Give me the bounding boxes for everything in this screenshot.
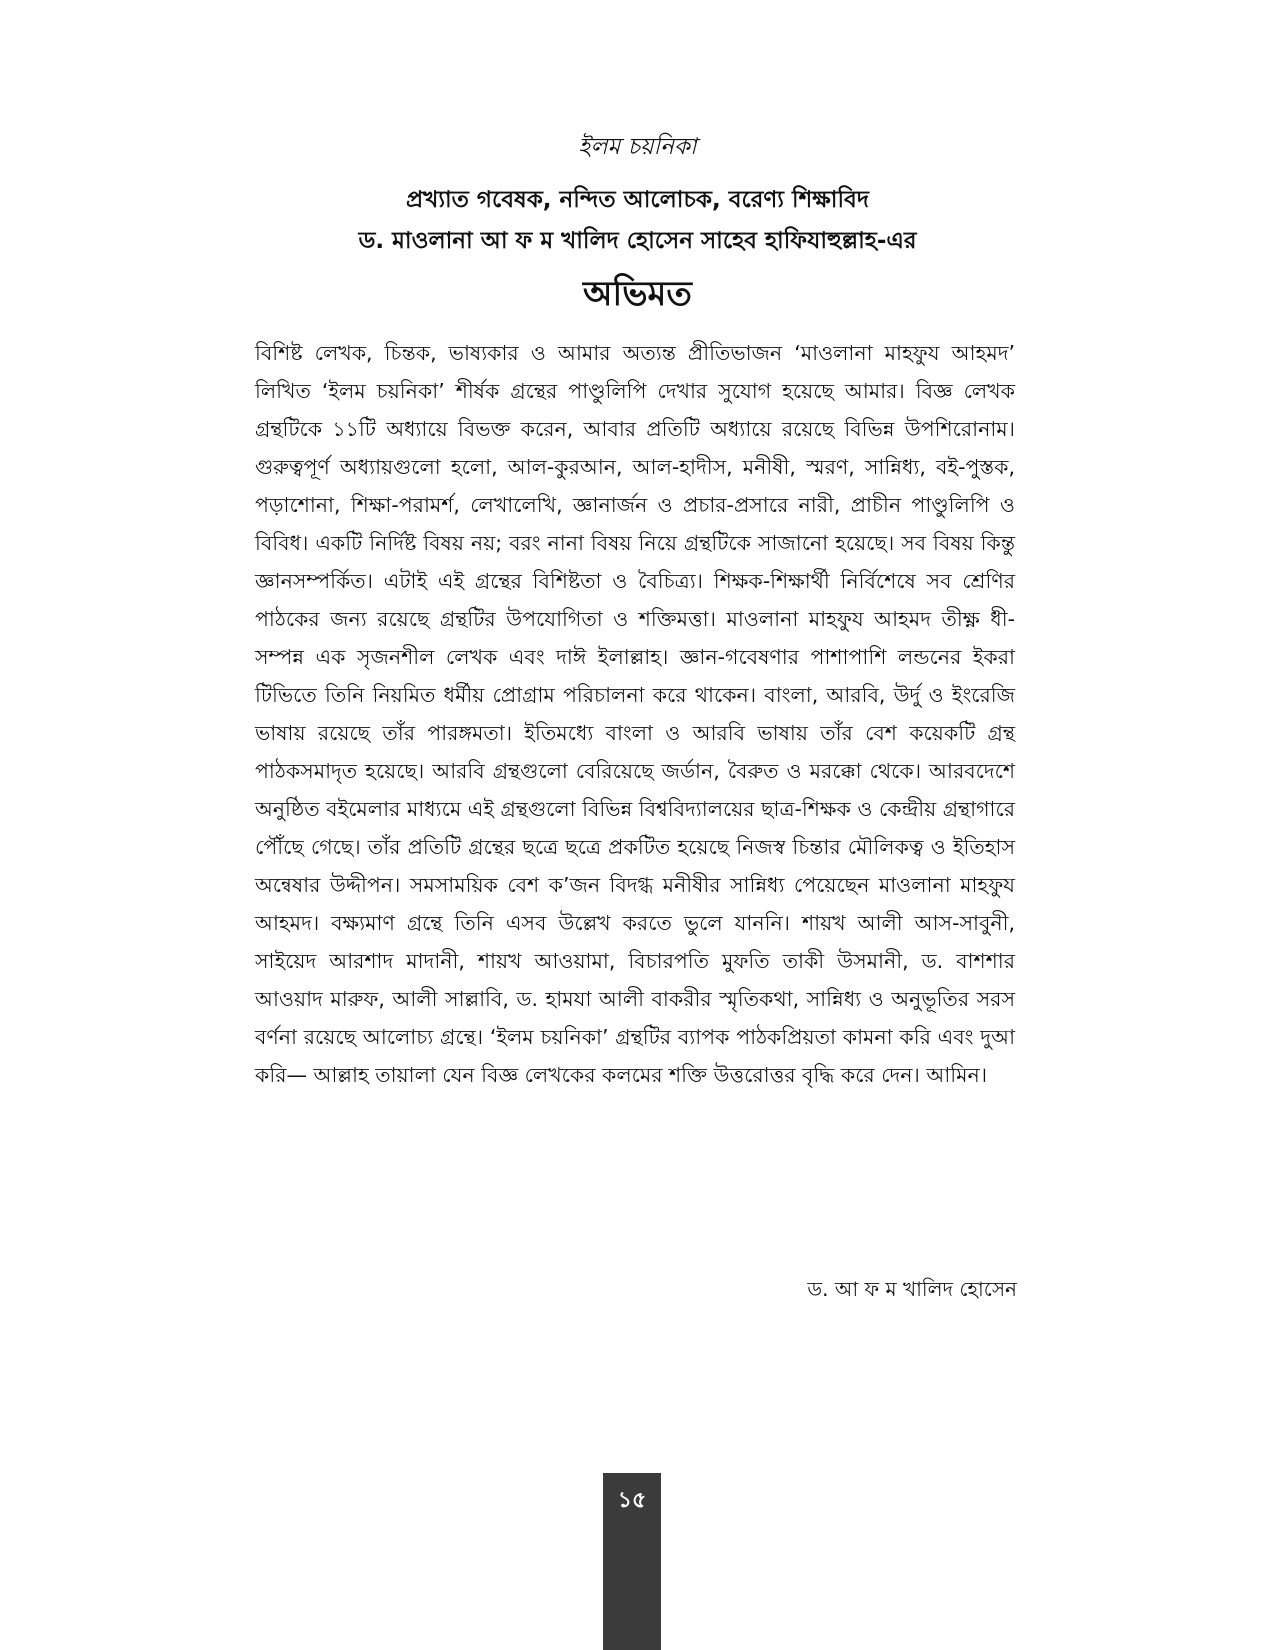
page-number-tab <box>603 1473 661 1650</box>
body-paragraph: বিশিষ্ট লেখক, চিন্তক, ভাষ্যকার ও আমার অত্যন্ত প্রীতিভাজন ‘মাওলানা মাহফুয আহমদ’ লিখিত ‘ইলম চয়নিকা’ শীর্ষক গ্রন্থের পাণ্ডুলিপি দেখার সুযোগ হয়েছে আমার। বিজ্ঞ লেখক গ্রন্থটিকে ১১টি অধ্যায়ে বিভক্ত করেন, আবার প্রতিটি অধ্যায়ে রয়েছে বিভিন্ন উপশিরোনাম। গুরুত্বপূর্ণ অধ্যায়গুলো হলো, আল-কুরআন, আল-হাদীস, মনীষী, স্মরণ, সান্নিধ্য, বই-পুস্তক, পড়াশোনা, শিক্ষা-পরামর্শ, লেখালেখি, জ্ঞানার্জন ও প্রচার-প্রসারে নারী, প্রাচীন পাণ্ডুলিপি ও বিবিধ। একটি নির্দিষ্ট বিষয় নয়; বরং নানা বিষয় নিয়ে গ্রন্থটিকে সাজানো হয়েছে। সব বিষয় কিন্তু জ্ঞানসম্পর্কিত। এটাই এই গ্রন্থের বিশিষ্টতা ও বৈচিত্র্য। শিক্ষক-শিক্ষার্থী নির্বিশেষে সব শ্রেণির পাঠকের জন্য রয়েছে গ্রন্থটির উপযোগিতা ও শক্তিমত্তা। মাওলানা মাহফুয আহমদ তীক্ষ্ণ ধী-সম্পন্ন এক সৃজনশীল লেখক এবং দাঈ ইলাল্লাহ। জ্ঞান-গবেষণার পাশাপাশি লন্ডনের ইকরা টিভিতে তিনি নিয়মিত ধর্মীয় প্রোগ্রাম পরিচালনা করে থাকেন। বাংলা, আরবি, উর্দু ও ইংরেজি ভাষায় রয়েছে তাঁর পারঙ্গমতা। ইতিমধ্যে বাংলা ও আরবি ভাষায় তাঁর বেশ কয়েকটি গ্রন্থ পাঠকসমাদৃত হয়েছে। আরবি গ্রন্থগুলো বেরিয়েছে জর্ডান, বৈরুত ও মরক্কো থেকে। আরবদেশে অনুষ্ঠিত বইমেলার মাধ্যমে এই গ্রন্থগুলো বিভিন্ন বিশ্ববিদ্যালয়ের ছাত্র-শিক্ষক ও কেন্দ্রীয় গ্রন্থাগারে পৌঁছে গেছে। তাঁর প্রতিটি গ্রন্থের ছত্রে ছত্রে প্রকটিত হয়েছে নিজস্ব চিন্তার মৌলিকত্ব ও ইতিহাস অন্বেষার উদ্দীপন। সমসাময়িক বেশ ক’জন বিদগ্ধ মনীষীর সান্নিধ্য পেয়েছেন মাওলানা মাহফুয আহমদ। বক্ষ্যমাণ গ্রন্থে তিনি এসব উল্লেখ করতে ভুলে যাননি। শায়খ আলী আস-সাবুনী, সাইয়েদ আরশাদ মাদানী, শায়খ আওয়ামা, বিচারপতি মুফতি তাকী উসমানী, ড. বাশশার আওয়াদ মারুফ, আলী সাল্লাবি, ড. হামযা আলী বাকরীর স্মৃতিকথা, সান্নিধ্য ও অনুভূতির সরস বর্ণনা রয়েছে আলোচ্য গ্রন্থে। ‘ইলম চয়নিকা’ গ্রন্থটির ব্যাপক পাঠকপ্রিয়তা কামনা করি এবং দুআ করি— আল্লাহ তায়ালা যেন বিজ্ঞ লেখকের কলমের শক্তি উত্তরোত্তর বৃদ্ধি করে দেন। আমিন। <box>255 341 1015 1087</box>
page-title: অভিমত <box>583 274 692 314</box>
intro-line-2: ড. মাওলানা আ ফ ম খালিদ হোসেন সাহেব হাফিযাহুল্লাহ-এর <box>358 228 917 254</box>
intro-line-1: প্রখ্যাত গবেষক, নন্দিত আলোচক, বরেণ্য শিক্ষাবিদ <box>406 187 869 213</box>
signature: ড. আ ফ ম খালিদ হোসেন <box>807 1277 1017 1301</box>
running-header: ইলম চয়নিকা <box>578 134 697 160</box>
page-number: ১৫ <box>617 1488 647 1513</box>
